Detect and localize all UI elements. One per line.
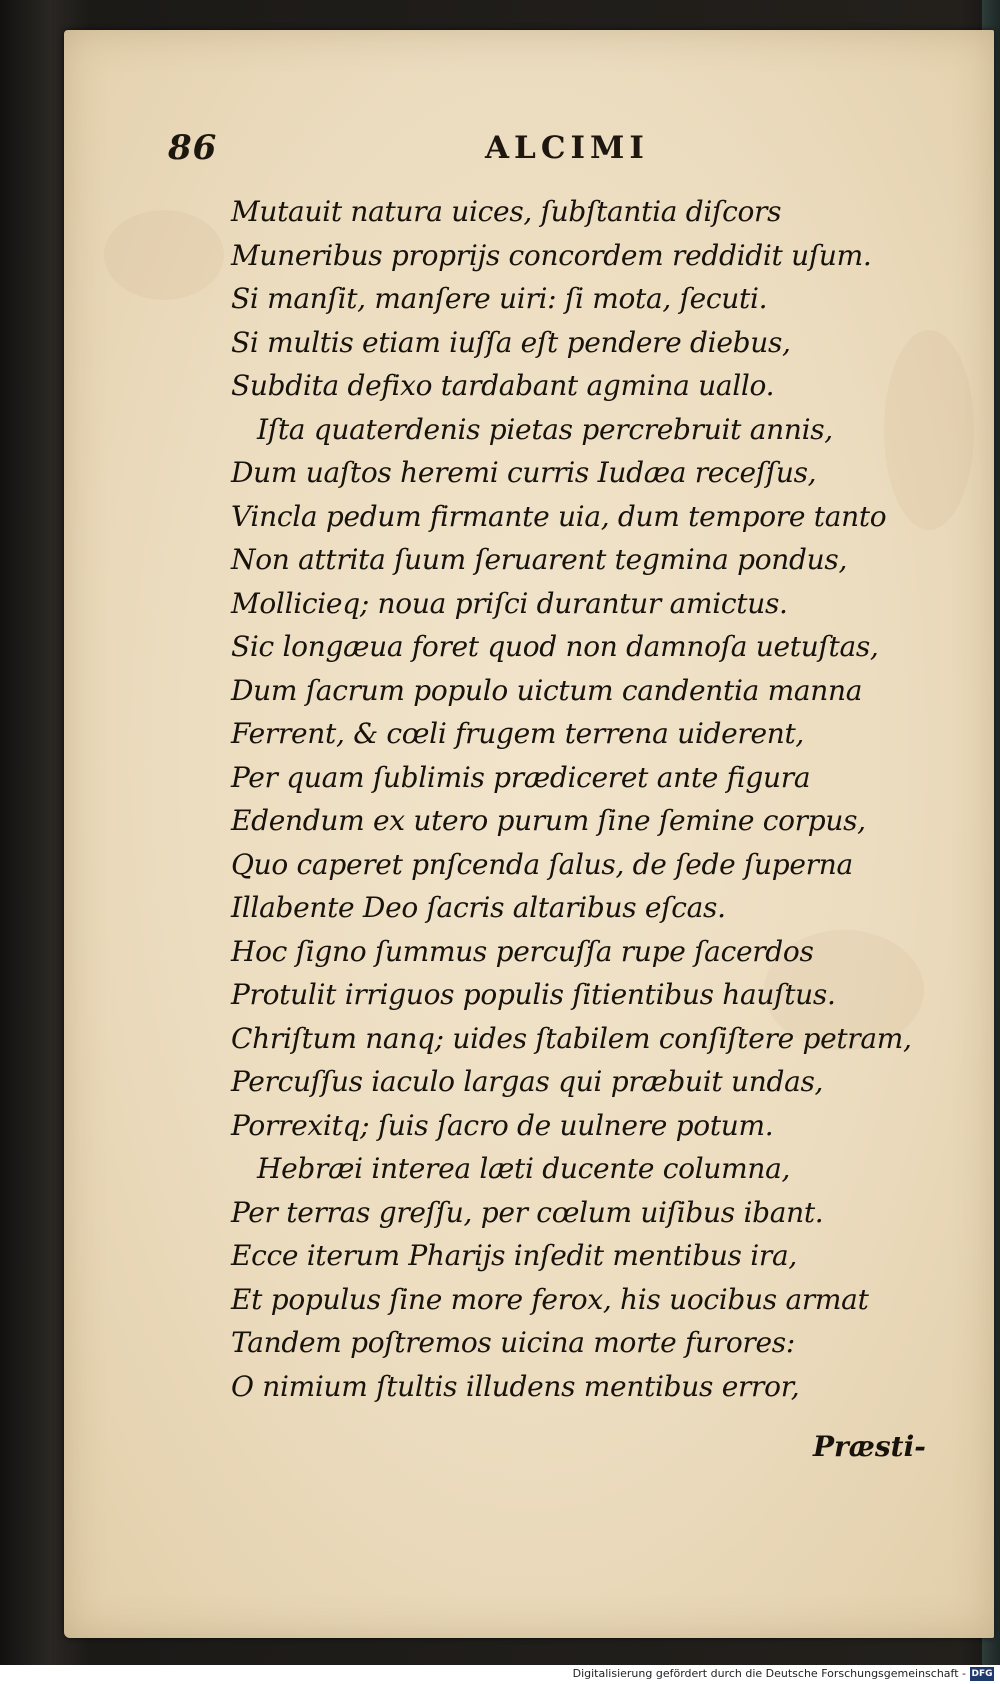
verse-line: Percuſſus iaculo largas qui præbuit undas, [231, 1065, 824, 1098]
verse-line: Per quam ſublimis prædiceret ante figura [231, 760, 811, 794]
verse-line: Et populus ſine more ferox, his uocibus armat [231, 1282, 869, 1316]
verse-line: Si multis etiam iuſſa eſt pendere diebus, [231, 325, 791, 359]
verse-line: Chriſtum nanq; uides ſtabilem conſiſtere petram, [231, 1021, 912, 1055]
verse-line: Porrexitq; ſuis ſacro de uulnere potum. [231, 1108, 774, 1142]
verse-line: Dum ſacrum populo uictum candentia manna [231, 673, 863, 707]
verse-line: Mollicieq; noua priſci durantur amictus. [231, 586, 788, 620]
verse-line: Mutauit natura uices, ſubſtantia diſcors [231, 195, 782, 228]
verse-line: Dum uaſtos heremi curris Iudæa receſſus, [231, 456, 817, 489]
verse-line: Hoc ſigno ſummus percuſſa rupe ſacerdos [231, 934, 814, 968]
catchword: Præsti- [813, 1430, 926, 1463]
verse-line: Non attrita ſuum ſeruarent tegmina pondus, [231, 543, 848, 576]
page-number: 86 [168, 128, 218, 168]
digitization-footer [0, 1665, 1000, 1684]
paper-stain [104, 210, 224, 300]
running-head: ALCIMI [485, 130, 649, 166]
verse-line: Protulit irriguos populis ſitientibus hauſtus. [231, 978, 836, 1011]
dfg-logo-icon: DFG [971, 1669, 993, 1679]
verse-line: Muneribus proprijs concordem reddidit uſum. [231, 238, 872, 272]
verse-text-block [231, 190, 951, 1408]
verse-line: Quo caperet pnſcenda ſalus, de ſede ſuperna [231, 847, 853, 881]
verse-line: Ecce iterum Pharijs inſedit mentibus ira, [231, 1239, 797, 1272]
funding-credit: Digitalisierung gefördert durch die Deutsche Forschungsgemeinschaft - [572, 1667, 966, 1680]
verse-line: Subdita defixo tardabant agmina uallo. [231, 369, 775, 402]
verse-line: Sic longæua foret quod non damnoſa uetuſtas, [231, 630, 879, 663]
verse-line: Ferrent, & cœli frugem terrena uiderent, [231, 717, 805, 750]
verse-line: Si manſit, manſere uiri: ſi mota, ſecuti. [231, 282, 768, 315]
verse-line: Hebræi interea læti ducente columna, [257, 1152, 791, 1185]
verse-line: O nimium ſtultis illudens mentibus error, [231, 1369, 800, 1403]
verse-line: Tandem poſtremos uicina morte furores: [231, 1326, 795, 1359]
verse-line: Per terras greſſu, per cœlum uiſibus ibant. [231, 1195, 824, 1229]
verse-line: Vincla pedum firmante uia, dum tempore tanto [231, 499, 887, 533]
verse-line: Iſta quaterdenis pietas percrebruit annis, [257, 412, 833, 446]
verse-line: Edendum ex utero purum ſine ſemine corpus, [231, 804, 866, 837]
verse-line: Illabente Deo ſacris altaribus eſcas. [231, 891, 726, 924]
